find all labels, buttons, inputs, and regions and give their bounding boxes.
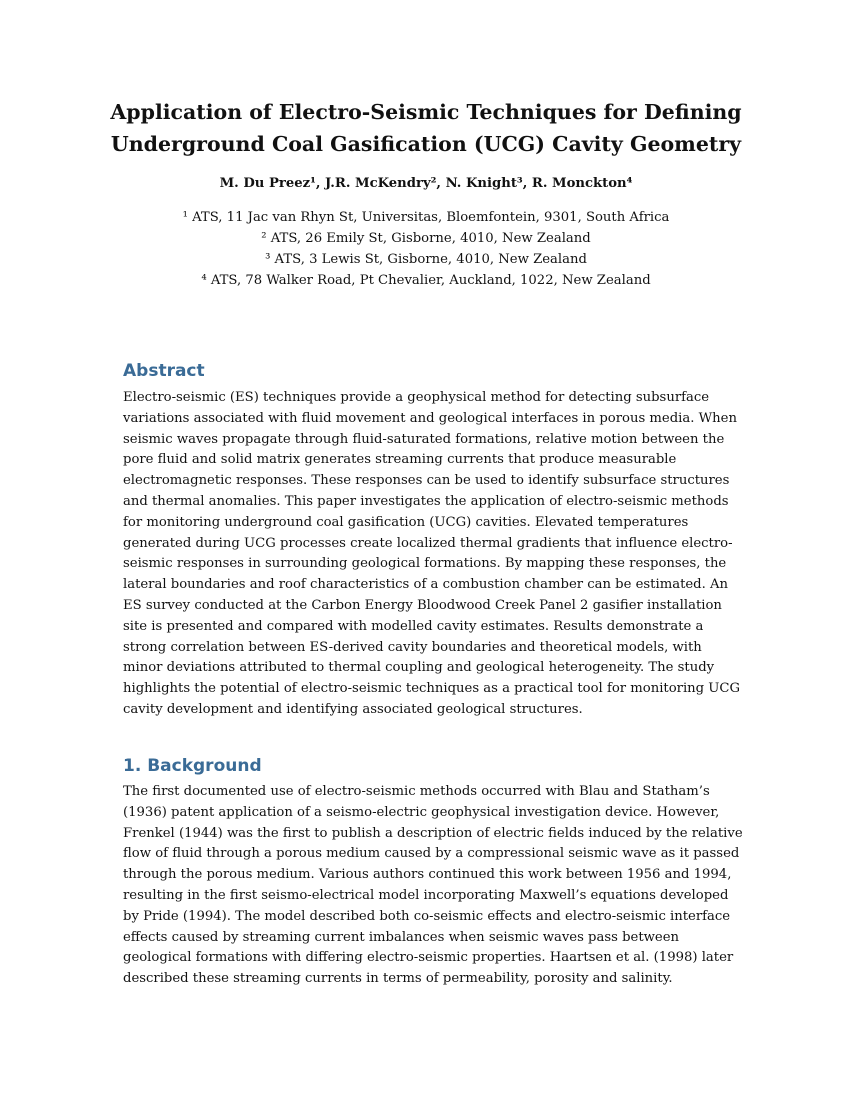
abstract-line: electromagnetic responses. These responses can be used to identify subsurface structures	[123, 473, 730, 489]
abstract-line: pore fluid and solid matrix generates streaming currents that produce measurable	[123, 452, 677, 468]
title-line-1: Application of Electro-Seismic Techniques for Defining	[110, 100, 742, 124]
background-line: geological formations with differing electro-seismic properties. Haartsen et al. (1998) later	[123, 950, 734, 966]
affiliation-1: ¹ ATS, 11 Jac van Rhyn St, Universitas, Bloemfontein, 9301, South Africa	[182, 210, 670, 225]
background-heading: 1. Background	[123, 756, 262, 776]
abstract-line: generated during UCG processes create localized thermal gradients that influence electro-	[123, 535, 733, 551]
abstract-line: seismic waves propagate through fluid-saturated formations, relative motion between the	[123, 431, 725, 447]
abstract-line: strong correlation between ES-derived cavity boundaries and theoretical models, with	[123, 639, 702, 655]
affiliations	[60, 207, 792, 291]
affiliation-2: ² ATS, 26 Emily St, Gisborne, 4010, New Zealand	[261, 231, 591, 246]
background-line: The first documented use of electro-seismic methods occurred with Blau and Statham’s	[123, 784, 710, 799]
background-body	[123, 782, 743, 990]
abstract-body	[123, 388, 743, 721]
abstract-line: site is presented and compared with modelled cavity estimates. Results demonstrate a	[123, 618, 704, 634]
abstract-line: Electro-seismic (ES) techniques provide a geophysical method for detecting subsurface	[123, 390, 710, 405]
abstract-line: minor deviations attributed to thermal coupling and geological heterogeneity. The study	[123, 660, 715, 676]
abstract-line: for monitoring underground coal gasification (UCG) cavities. Elevated temperatures	[123, 514, 689, 530]
background-line: by Pride (1994). The model described both co-seismic effects and electro-seismic interface	[123, 908, 731, 924]
background-line: effects caused by streaming current imbalances when seismic waves pass between	[123, 929, 680, 945]
background-line: through the porous medium. Various authors continued this work between 1956 and 1994,	[123, 867, 732, 883]
abstract-line: variations associated with fluid movement and geological interfaces in porous media. When	[123, 410, 737, 426]
affiliation-3: ³ ATS, 3 Lewis St, Gisborne, 4010, New Zealand	[265, 252, 587, 267]
background-line: flow of fluid through a porous medium caused by a compressional seismic wave as it passed	[123, 846, 740, 862]
abstract-line: highlights the potential of electro-seismic techniques as a practical tool for monitoring UCG	[123, 681, 741, 697]
background-line: Frenkel (1944) was the first to publish a description of electric fields induced by the relative	[123, 825, 743, 841]
affiliation-4: ⁴ ATS, 78 Walker Road, Pt Chevalier, Auckland, 1022, New Zealand	[201, 273, 651, 288]
background-line: resulting in the first seismo-electrical model incorporating Maxwell’s equations developed	[123, 887, 729, 903]
background-line: described these streaming currents in terms of permeability, porosity and salinity.	[123, 971, 673, 987]
background-line: (1936) patent application of a seismo-electric geophysical investigation device. However,	[123, 804, 720, 820]
abstract-heading: Abstract	[123, 361, 205, 381]
abstract-line: cavity development and identifying associated geological structures.	[123, 701, 583, 717]
abstract-line: ES survey conducted at the Carbon Energy Bloodwood Creek Panel 2 gasifier installation	[123, 597, 722, 613]
abstract-line: lateral boundaries and roof characteristics of a combustion chamber can be estimated. An	[123, 577, 729, 593]
abstract-line: seismic responses in surrounding geological formations. By mapping these responses, the	[123, 556, 727, 572]
paper-title	[60, 96, 792, 160]
author-list: M. Du Preez¹, J.R. McKendry², N. Knight³, R. Monckton⁴	[219, 176, 633, 191]
abstract-line: and thermal anomalies. This paper investigates the application of electro-seismic methods	[123, 493, 729, 509]
title-line-2: Underground Coal Gasification (UCG) Cavity Geometry	[110, 132, 742, 156]
